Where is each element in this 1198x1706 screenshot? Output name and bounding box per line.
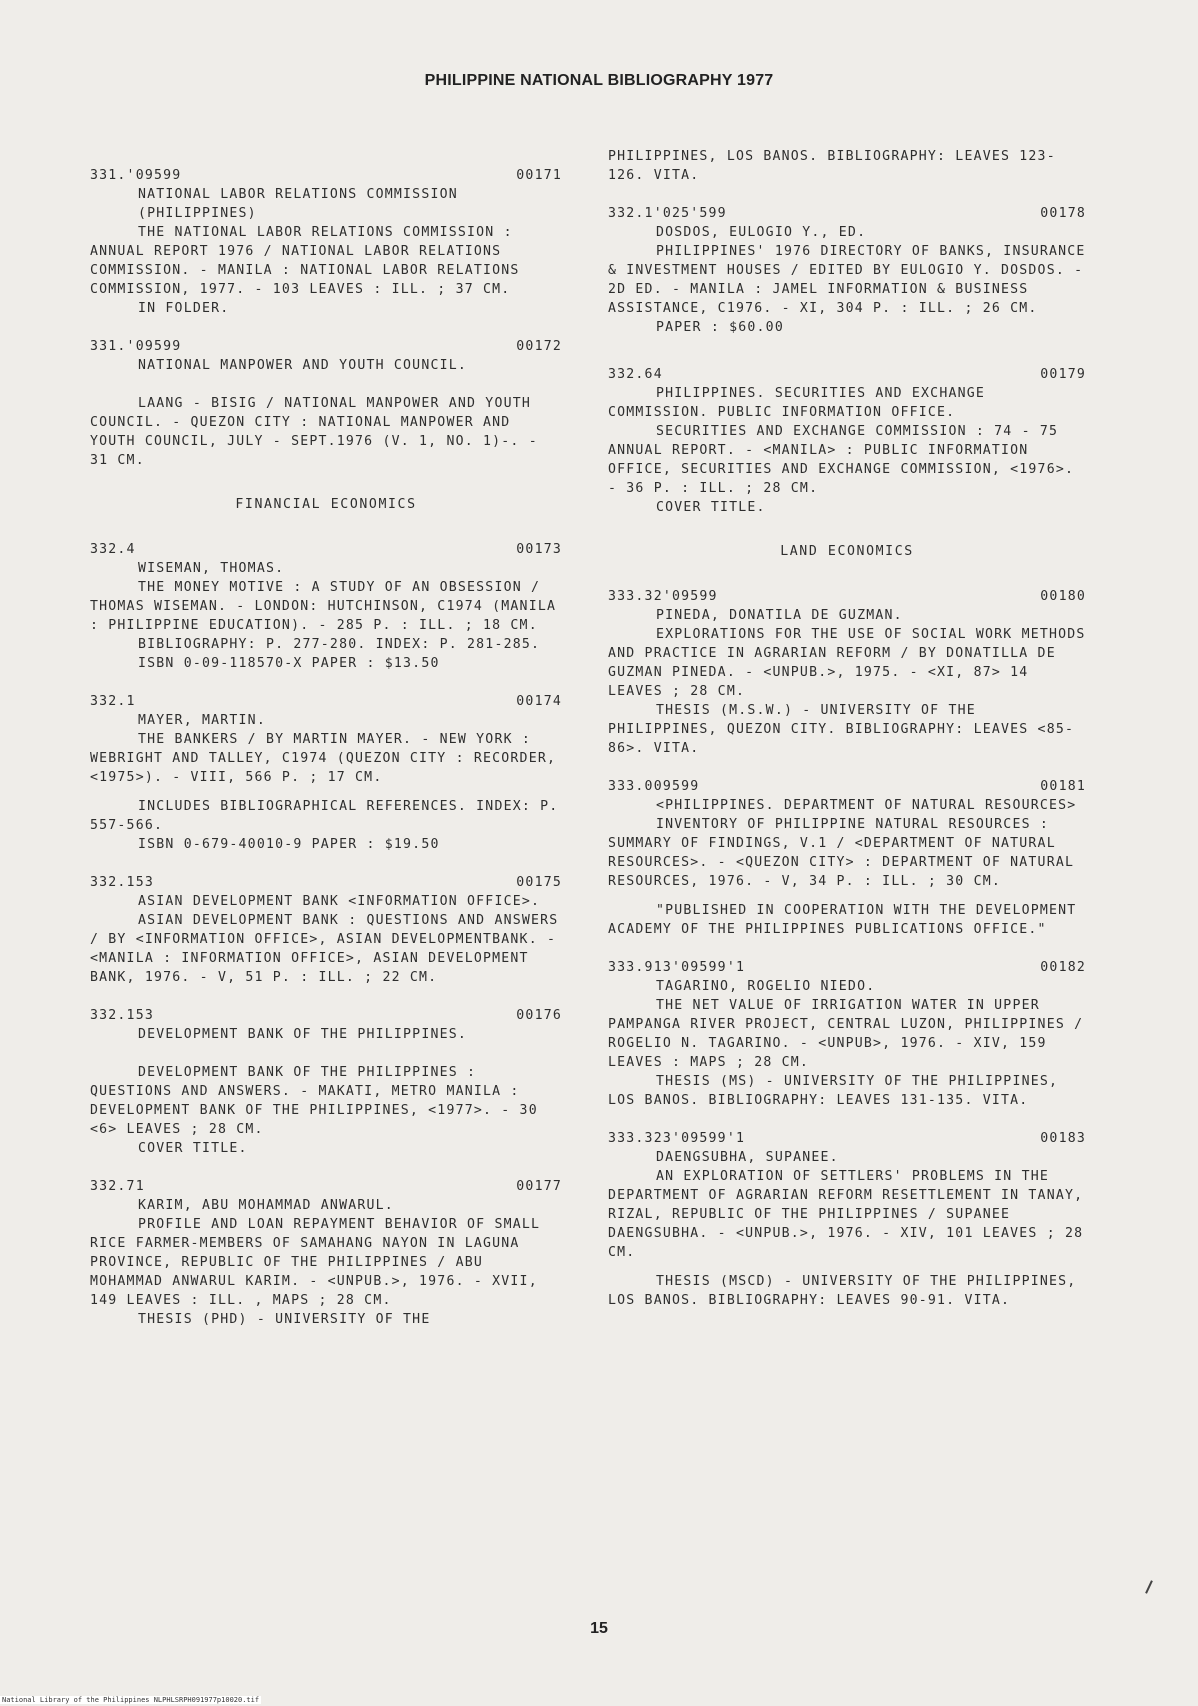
call-number: 333.32'09599	[608, 589, 718, 604]
entry-number: 00181	[1040, 779, 1086, 794]
entry-00175	[90, 873, 562, 987]
note: COVER TITLE.	[138, 1141, 248, 1156]
entry-number: 00173	[516, 542, 562, 557]
main-entry: ASIAN DEVELOPMENT BANK <INFORMATION OFFICE>.	[138, 894, 541, 909]
entry-number: 00179	[1040, 367, 1086, 382]
call-number: 333.913'09599'1	[608, 960, 746, 975]
call-number: 331.'09599	[90, 168, 182, 183]
entry-00176	[90, 1006, 562, 1158]
entry-number: 00172	[516, 339, 562, 354]
description: DEVELOPMENT BANK OF THE PHILIPPINES : QUESTIONS AND ANSWERS. - MAKATI, METRO MANILA : DEVELOPMENT BANK OF THE PHILIPPINES, <1977>. - 30 <6> LEAVES ; 28 CM.	[90, 1065, 538, 1137]
note: THESIS (MS) - UNIVERSITY OF THE PHILIPPINES, LOS BANOS. BIBLIOGRAPHY: LEAVES 131-135. VITA.	[608, 1074, 1059, 1108]
note: THESIS (M.S.W.) - UNIVERSITY OF THE PHILIPPINES, QUEZON CITY. BIBLIOGRAPHY: LEAVES <85-86>. VITA.	[608, 703, 1075, 756]
main-entry: NATIONAL MANPOWER AND YOUTH COUNCIL.	[138, 358, 468, 373]
description: EXPLORATIONS FOR THE USE OF SOCIAL WORK METHODS AND PRACTICE IN AGRARIAN REFORM / BY DONATILLA DE GUZMAN PINEDA. - <UNPUB.>, 1975. - <XI, 87> 14 LEAVES ; 28 CM.	[608, 627, 1086, 699]
call-number: 332.153	[90, 875, 154, 890]
description: THE BANKERS / BY MARTIN MAYER. - NEW YORK : WEBRIGHT AND TALLEY, C1974 (QUEZON CITY : RECORDER, <1975>). - VIII, 566 P. ; 17 CM.	[90, 732, 557, 785]
page-title: PHILIPPINE NATIONAL BIBLIOGRAPHY 1977	[424, 72, 774, 89]
pen-mark	[1145, 1580, 1153, 1594]
main-entry: DEVELOPMENT BANK OF THE PHILIPPINES.	[138, 1027, 468, 1042]
main-entry: WISEMAN, THOMAS.	[138, 561, 285, 576]
description: THE NET VALUE OF IRRIGATION WATER IN UPPER PAMPANGA RIVER PROJECT, CENTRAL LUZON, PHILIPPINES / ROGELIO N. TAGARINO. - <UNPUB>, 1976. - XIV, 159 LEAVES : MAPS ; 28 CM.	[608, 998, 1084, 1070]
call-number: 332.1'025'599	[608, 206, 727, 221]
main-entry: DOSDOS, EULOGIO Y., ED.	[656, 225, 867, 240]
entry-00177-continued: PHILIPPINES, LOS BANOS. BIBLIOGRAPHY: LEAVES 123-126. VITA.	[608, 149, 1056, 183]
description: SECURITIES AND EXCHANGE COMMISSION : 74 - 75 ANNUAL REPORT. - <MANILA> : PUBLIC INFORMATION OFFICE, SECURITIES AND EXCHANGE COMMISSION, <1976>. - 36 P. : ILL. ; 28 CM.	[608, 424, 1075, 496]
entry-00183	[608, 1129, 1086, 1310]
isbn-price: ISBN 0-09-118570-X PAPER : $13.50	[138, 656, 440, 671]
description: AN EXPLORATION OF SETTLERS' PROBLEMS IN THE DEPARTMENT OF AGRARIAN REFORM RESETTLEMENT IN TANAY, RIZAL, REPUBLIC OF THE PHILIPPINES / SUPANEE DAENGSUBHA. - <UNPUB.>, 1976. - XIV, 101 LEAVES ; 28 CM.	[608, 1169, 1084, 1260]
entry-00180	[608, 587, 1086, 758]
main-entry: TAGARINO, ROGELIO NIEDO.	[656, 979, 876, 994]
description: PHILIPPINES' 1976 DIRECTORY OF BANKS, INSURANCE & INVESTMENT HOUSES / EDITED BY EULOGIO Y. DOSDOS. - 2D ED. - MANILA : JAMEL INFORMATION & BUSINESS ASSISTANCE, C1976. - XI, 304 P. : ILL. ; 26 CM.	[608, 244, 1086, 316]
call-number: 333.009599	[608, 779, 700, 794]
call-number: 332.64	[608, 367, 663, 382]
entry-number: 00175	[516, 875, 562, 890]
call-number: 332.153	[90, 1008, 154, 1023]
description: THE MONEY MOTIVE : A STUDY OF AN OBSESSION / THOMAS WISEMAN. - LONDON: HUTCHINSON, C1974 (MANILA : PHILIPPINE EDUCATION). - 285 P. : ILL. ; 18 CM.	[90, 580, 557, 633]
description: PROFILE AND LOAN REPAYMENT BEHAVIOR OF SMALL RICE FARMER-MEMBERS OF SAMAHANG NAYON IN LAGUNA PROVINCE, REPUBLIC OF THE PHILIPPINES / ABU MOHAMMAD ANWARUL KARIM. - <UNPUB.>, 1976. - XVII, 149 LEAVES : ILL. , MAPS ; 28 CM.	[90, 1217, 541, 1308]
main-entry: <PHILIPPINES. DEPARTMENT OF NATURAL RESOURCES>	[656, 798, 1077, 813]
main-entry: PHILIPPINES. SECURITIES AND EXCHANGE COMMISSION. PUBLIC INFORMATION OFFICE.	[608, 386, 986, 420]
entry-00174	[90, 692, 562, 854]
main-entry: MAYER, MARTIN.	[138, 713, 266, 728]
entry-number: 00180	[1040, 589, 1086, 604]
entry-number: 00171	[516, 168, 562, 183]
section-heading-land-economics: LAND ECONOMICS	[780, 544, 914, 559]
note: INCLUDES BIBLIOGRAPHICAL REFERENCES. INDEX: P. 557-566.	[90, 799, 559, 833]
entry-number: 00182	[1040, 960, 1086, 975]
note: "PUBLISHED IN COOPERATION WITH THE DEVELOPMENT ACADEMY OF THE PHILIPPINES PUBLICATIONS OFFICE."	[608, 903, 1077, 937]
call-number: 332.4	[90, 542, 136, 557]
description: ASIAN DEVELOPMENT BANK : QUESTIONS AND ANSWERS / BY <INFORMATION OFFICE>, ASIAN DEVELOPMENTBANK. - <MANILA : INFORMATION OFFICE>, ASIAN DEVELOPMENT BANK, 1976. - V, 51 P. : ILL. ; 22 CM.	[90, 913, 559, 985]
entry-number: 00183	[1040, 1131, 1086, 1146]
description: LAANG - BISIG / NATIONAL MANPOWER AND YOUTH COUNCIL. - QUEZON CITY : NATIONAL MANPOWER AND YOUTH COUNCIL, JULY - SEPT.1976 (V. 1, NO. 1)-. - 31 CM.	[90, 396, 538, 468]
page-number: 15	[590, 1620, 608, 1637]
call-number: 333.323'09599'1	[608, 1131, 746, 1146]
entry-00178	[608, 204, 1086, 337]
call-number: 332.1	[90, 694, 136, 709]
entry-00181	[608, 777, 1086, 939]
entry-number: 00178	[1040, 206, 1086, 221]
entry-00179	[608, 365, 1086, 517]
isbn-price: ISBN 0-679-40010-9 PAPER : $19.50	[138, 837, 440, 852]
call-number: 332.71	[90, 1179, 145, 1194]
main-entry: NATIONAL LABOR RELATIONS COMMISSION (PHILIPPINES)	[138, 187, 458, 221]
right-column	[608, 147, 1086, 1329]
price: PAPER : $60.00	[656, 320, 784, 335]
description: INVENTORY OF PHILIPPINE NATURAL RESOURCES : SUMMARY OF FINDINGS, V.1 / <DEPARTMENT OF NATURAL RESOURCES>. - <QUEZON CITY> : DEPARTMENT OF NATURAL RESOURCES, 1976. - V, 34 P. : ILL. ; 30 CM.	[608, 817, 1075, 889]
entry-00177	[90, 1177, 562, 1329]
note: BIBLIOGRAPHY: P. 277-280. INDEX: P. 281-285.	[138, 637, 541, 652]
main-entry: KARIM, ABU MOHAMMAD ANWARUL.	[138, 1198, 394, 1213]
note: THESIS (MSCD) - UNIVERSITY OF THE PHILIPPINES, LOS BANOS. BIBLIOGRAPHY: LEAVES 90-91. VITA.	[608, 1274, 1077, 1308]
main-entry: PINEDA, DONATILA DE GUZMAN.	[656, 608, 903, 623]
entry-00182	[608, 958, 1086, 1110]
main-entry: DAENGSUBHA, SUPANEE.	[656, 1150, 839, 1165]
entry-number: 00176	[516, 1008, 562, 1023]
left-column	[90, 166, 562, 1348]
scan-footer: National Library of the Philippines NLPHLSRPH091977p10020.tif	[2, 1696, 260, 1704]
entry-number: 00177	[516, 1179, 562, 1194]
entry-00173	[90, 540, 562, 673]
section-heading-financial-economics: FINANCIAL ECONOMICS	[235, 497, 417, 512]
note: THESIS (PHD) - UNIVERSITY OF THE	[138, 1312, 431, 1327]
entry-number: 00174	[516, 694, 562, 709]
note: COVER TITLE.	[656, 500, 766, 515]
entry-00172	[90, 337, 562, 470]
description: THE NATIONAL LABOR RELATIONS COMMISSION : ANNUAL REPORT 1976 / NATIONAL LABOR RELATIONS COMMISSION. - MANILA : NATIONAL LABOR RELATIONS COMMISSION, 1977. - 103 LEAVES : ILL. ; 37 CM.	[90, 225, 520, 297]
entry-00171	[90, 166, 562, 318]
note: IN FOLDER.	[138, 301, 230, 316]
call-number: 331.'09599	[90, 339, 182, 354]
